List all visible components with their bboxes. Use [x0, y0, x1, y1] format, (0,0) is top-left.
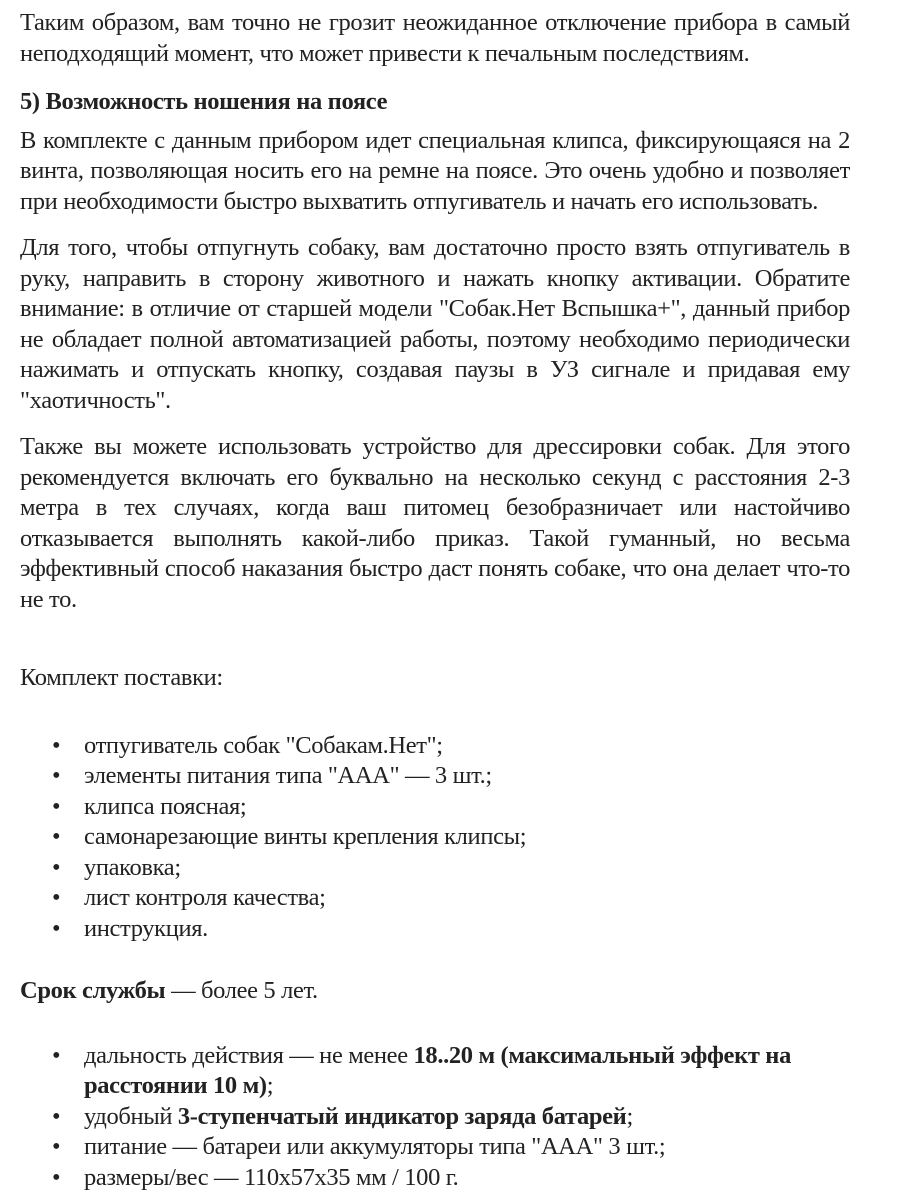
- service-life: [20, 976, 850, 1007]
- list-item: [20, 761, 850, 792]
- bullet-icon: •: [52, 1102, 61, 1130]
- bullet-icon: •: [52, 731, 61, 759]
- list-item-text: лист контроля качества;: [84, 884, 326, 911]
- list-item: [20, 1132, 850, 1163]
- bullet-icon: •: [52, 914, 61, 942]
- spec-bold-text: 3-ступенчатый индикатор заряда батарей: [177, 1102, 627, 1130]
- list-item: [20, 1163, 850, 1194]
- package-list: [20, 731, 850, 945]
- list-item: [20, 914, 850, 945]
- bullet-icon: •: [52, 823, 61, 850]
- spec-text: питание — батареи или аккумуляторы типа "ААА" 3 шт.;: [84, 1133, 666, 1160]
- list-item-text: самонарезающие винты крепления клипсы;: [84, 823, 527, 850]
- spec-text-after: ;: [266, 1072, 274, 1099]
- bullet-icon: •: [52, 792, 61, 820]
- specs-list: [20, 1041, 850, 1194]
- bullet-icon: •: [52, 1041, 61, 1069]
- bullet-icon: •: [52, 853, 61, 881]
- document-page: [20, 8, 850, 1193]
- list-item-text: отпугиватель собак "Собакам.Нет";: [84, 731, 443, 759]
- list-item: [20, 1041, 850, 1102]
- intro-paragraph: Таким образом, вам точно не грозит неожиданное отключение прибора в самый неподходящий момент, что может привести к печальным последствиям.: [20, 9, 850, 67]
- bullet-icon: •: [52, 1133, 61, 1160]
- bullet-icon: •: [52, 762, 61, 789]
- list-item: [20, 853, 850, 884]
- spec-text: удобный: [84, 1102, 178, 1130]
- section-heading: 5) Возможность ношения на поясе: [20, 88, 388, 115]
- list-item-text: упаковка;: [84, 853, 181, 881]
- list-item-text: инструкция.: [84, 914, 208, 942]
- list-item-text: элементы питания типа "ААА" — 3 шт.;: [84, 762, 492, 789]
- list-item: [20, 731, 850, 762]
- service-life-label: Срок службы: [20, 977, 166, 1004]
- spec-text: размеры/вес — 110x57x35 мм / 100 г.: [84, 1163, 459, 1191]
- bullet-icon: •: [52, 884, 61, 911]
- list-item: [20, 883, 850, 914]
- bullet-icon: •: [52, 1163, 61, 1191]
- spec-bold-text: 18..20 м (максимальный эффект на расстоянии 10 м): [84, 1041, 791, 1099]
- list-item-text: клипса поясная;: [84, 792, 247, 820]
- spec-text-after: ;: [626, 1102, 633, 1130]
- package-label: Комплект поставки:: [20, 664, 223, 691]
- paragraph-usage: Для того, чтобы отпугнуть собаку, вам достаточно просто взять отпугиватель в руку, направить в сторону животного и нажать кнопку активации. Обратите внимание: в отличие от старшей модели "Собак.Нет Вспышка+", данный прибор не обладает полной автоматизацией работы, поэтому необходимо периодически нажимать и отпускать кнопку, создавая паузы в УЗ сигнале и придавая ему "хаотичность".: [20, 234, 850, 414]
- spec-text: дальность действия — не менее: [84, 1041, 414, 1069]
- list-item: [20, 1102, 850, 1133]
- paragraph-training: Также вы можете использовать устройство для дрессировки собак. Для этого рекомендуется включать его буквально на несколько секунд с расстояния 2-3 метра в тех случаях, когда ваш питомец безобразничает или настойчиво отказывается выполнять какой-либо приказ. Такой гуманный, но весьма эффективный способ наказания быстро даст понять собаке, что она делает что-то не то.: [20, 433, 850, 613]
- list-item: [20, 822, 850, 853]
- service-life-value: — более 5 лет.: [165, 977, 318, 1004]
- list-item: [20, 792, 850, 823]
- paragraph-clip: В комплекте с данным прибором идет специальная клипса, фиксирующаяся на 2 винта, позволяющая носить его на ремне на поясе. Это очень удобно и позволяет при необходимости быстро выхватить отпугиватель и начать его использовать.: [20, 126, 850, 215]
